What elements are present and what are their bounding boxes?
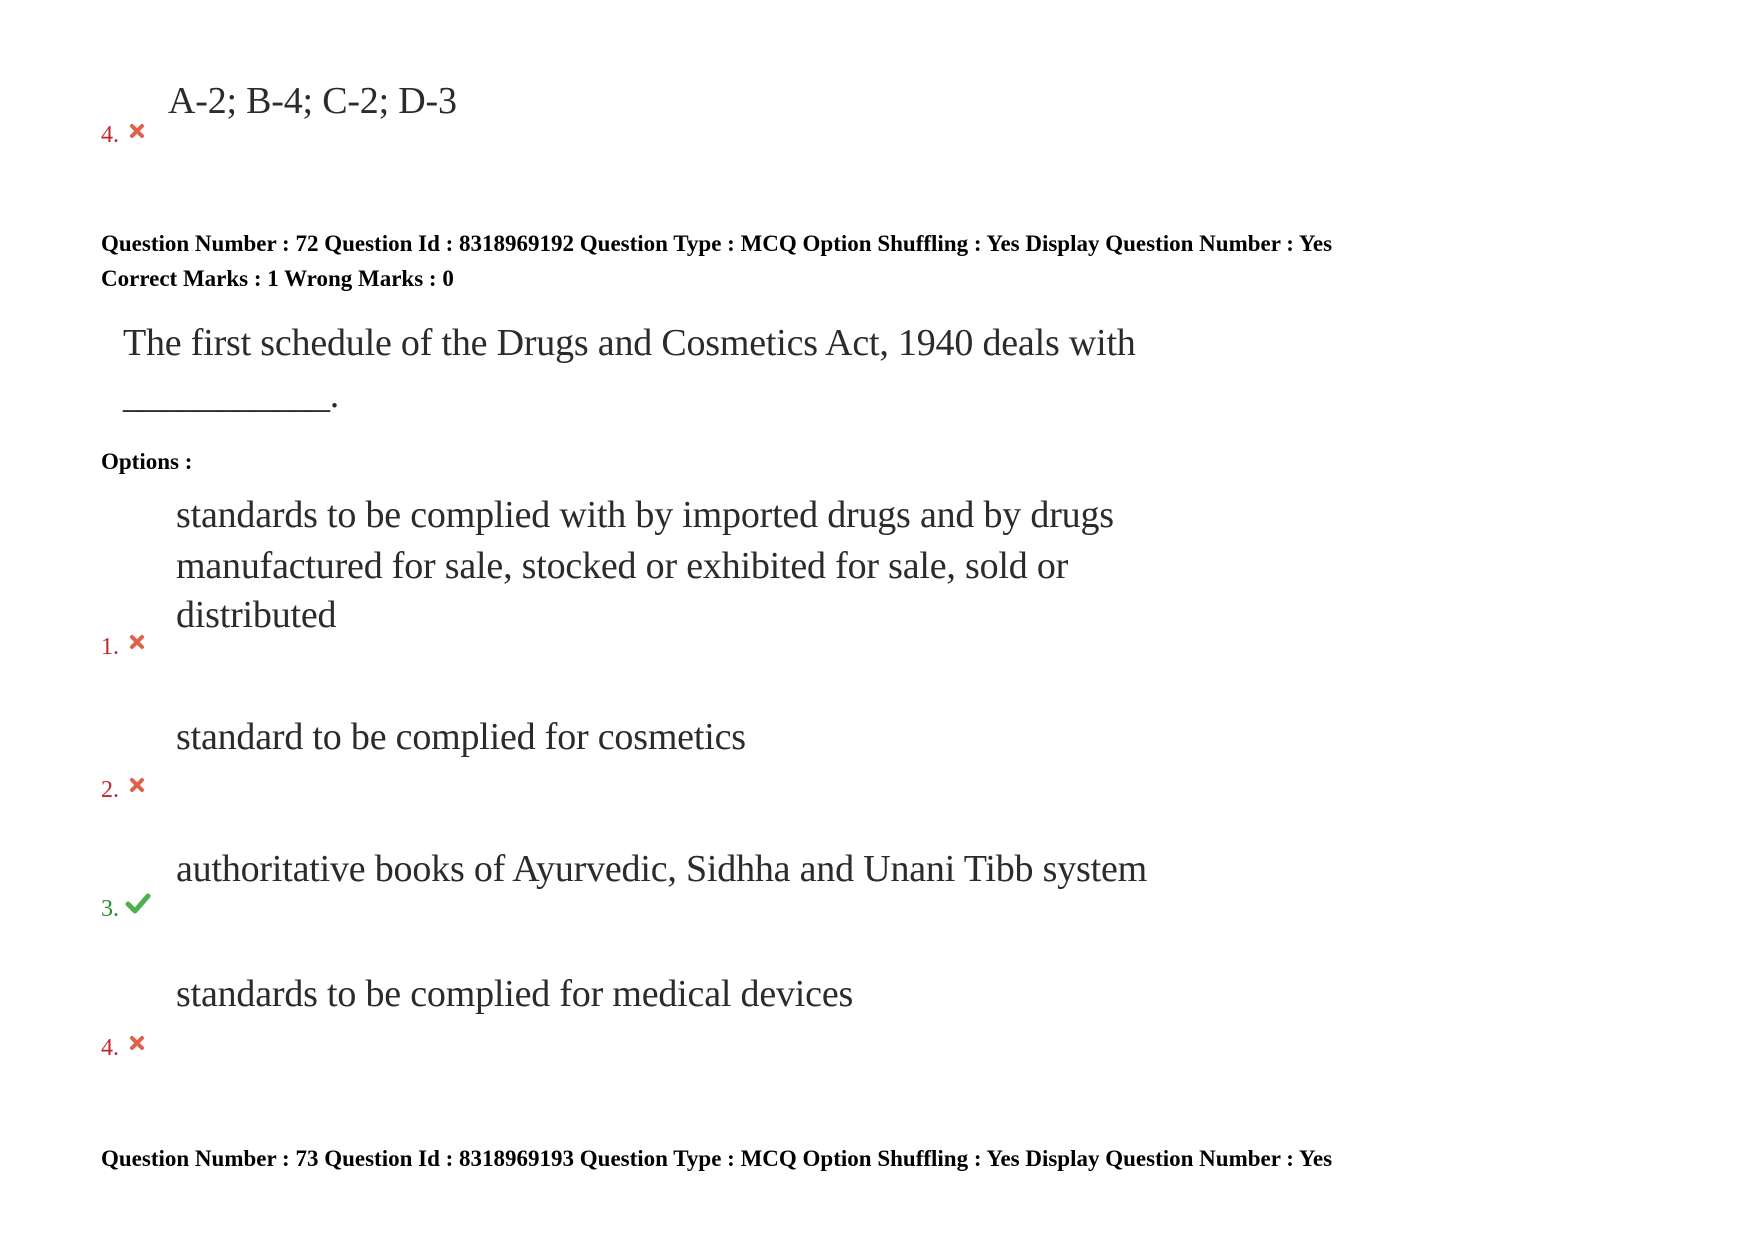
cross-icon xyxy=(129,123,145,139)
cross-icon xyxy=(129,777,145,793)
question-72-text-line-1: The first schedule of the Drugs and Cosmetics Act, 1940 deals with xyxy=(123,322,1136,364)
option-4-number: 4. xyxy=(101,1035,119,1061)
option-3-number: 3. xyxy=(101,896,119,922)
question-73-meta: Question Number : 73 Question Id : 8318969193 Question Type : MCQ Option Shuffling : Yes Display Question Number : Yes xyxy=(101,1146,1333,1171)
options-label: Options : xyxy=(101,449,193,474)
option-1-number: 1. xyxy=(101,634,119,660)
question-72-marks: Correct Marks : 1 Wrong Marks : 0 xyxy=(101,266,454,291)
option-4-text: standards to be complied for medical devices xyxy=(176,973,854,1015)
cross-icon xyxy=(129,634,145,650)
option-2-text: standard to be complied for cosmetics xyxy=(176,716,746,758)
cross-icon xyxy=(129,1035,145,1051)
check-icon xyxy=(125,892,151,914)
prev-option-4-text: A-2; B-4; C-2; D-3 xyxy=(168,80,457,122)
option-1-text-line-1: standards to be complied with by imported drugs and by drugs xyxy=(176,494,1114,536)
option-1-text-line-3: distributed xyxy=(176,594,337,636)
question-72-text-line-2: ___________. xyxy=(123,374,340,416)
option-3-text: authoritative books of Ayurvedic, Sidhha and Unani Tibb system xyxy=(176,848,1147,890)
question-72-meta: Question Number : 72 Question Id : 8318969192 Question Type : MCQ Option Shuffling : Yes Display Question Number : Yes xyxy=(101,231,1333,256)
option-2-number: 2. xyxy=(101,777,119,803)
prev-option-4-number: 4. xyxy=(101,122,119,148)
option-1-text-line-2: manufactured for sale, stocked or exhibited for sale, sold or xyxy=(176,545,1069,587)
